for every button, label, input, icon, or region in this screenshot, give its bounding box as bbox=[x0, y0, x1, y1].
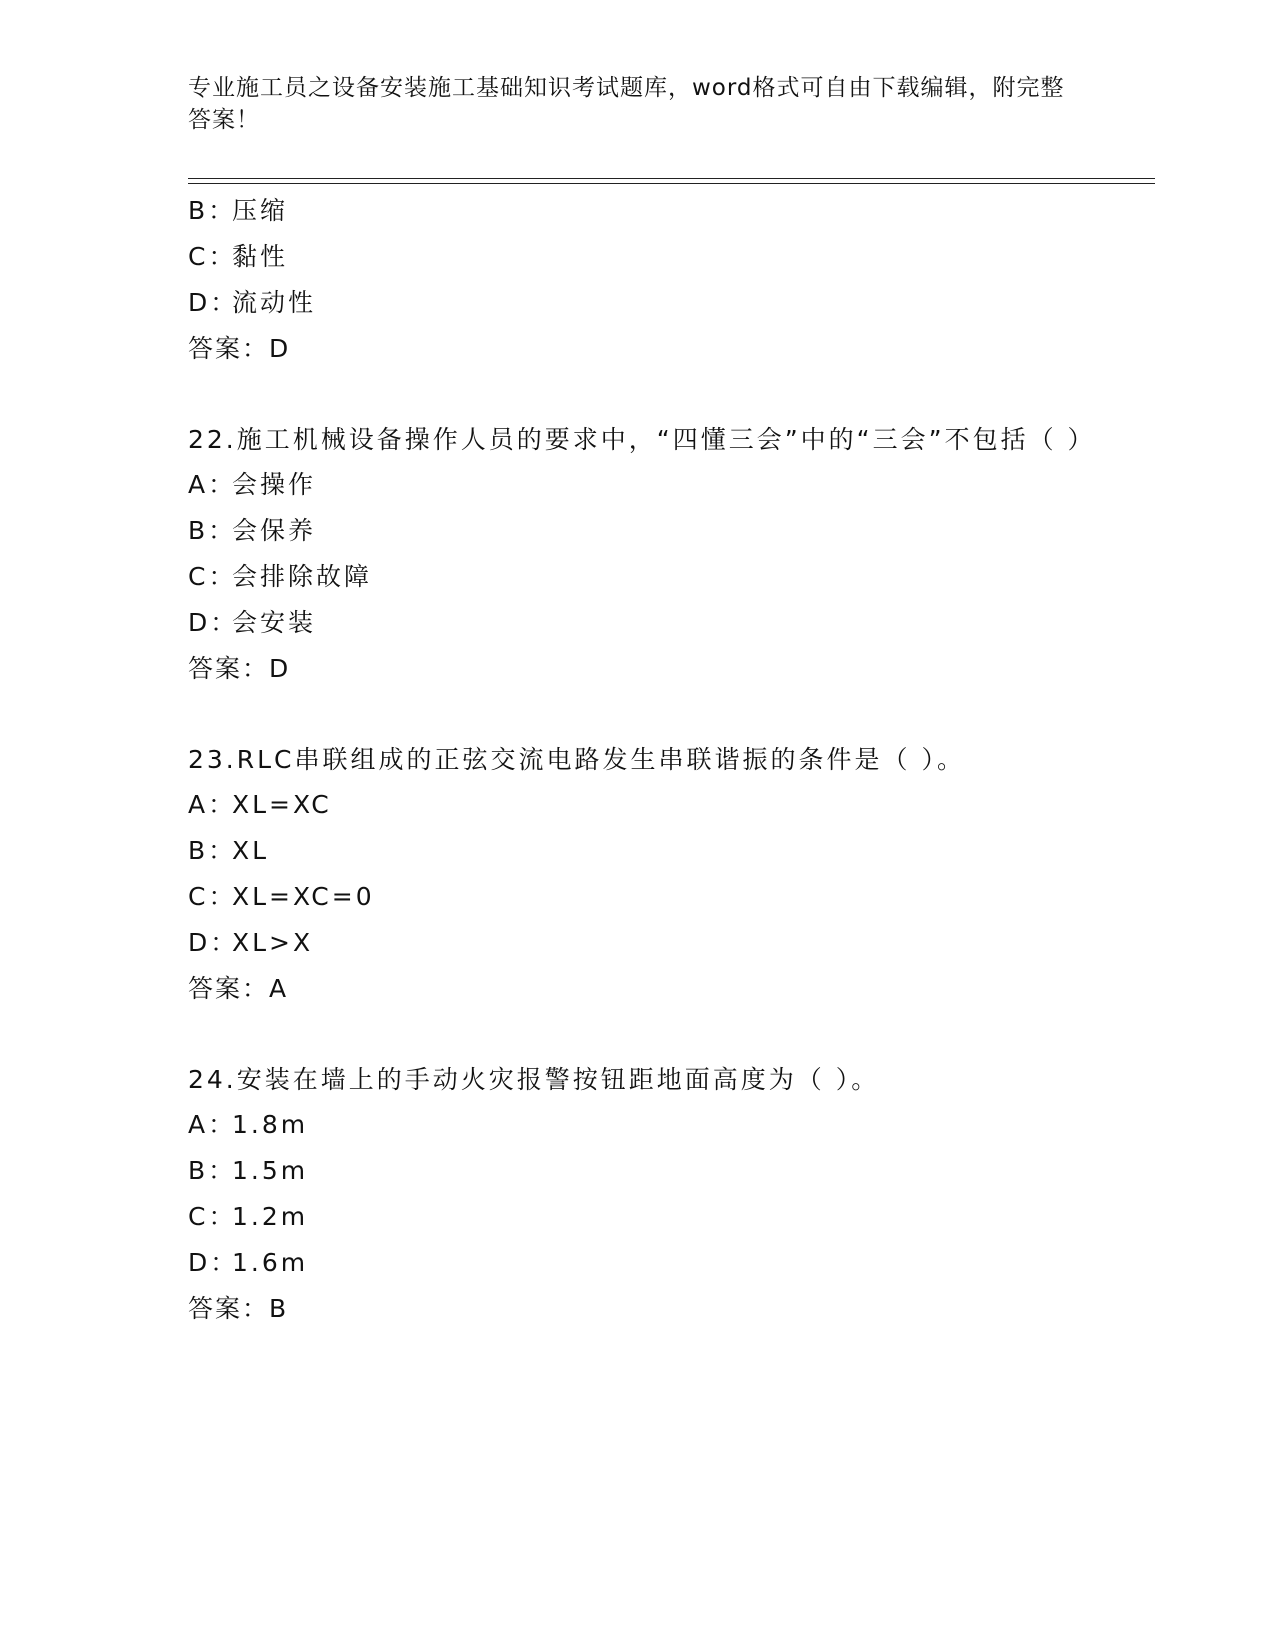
option-c: C：会排除故障 bbox=[188, 562, 373, 591]
question-stem: 23.RLC串联组成的正弦交流电路发生串联谐振的条件是（ ）。 bbox=[188, 745, 965, 774]
option-d: D：XL>X bbox=[188, 928, 314, 957]
option-d: D：会安装 bbox=[188, 608, 317, 637]
question-22 bbox=[188, 418, 1155, 692]
answer-line: 答案：D bbox=[188, 334, 291, 363]
header-rule-top bbox=[188, 178, 1155, 179]
partial-question bbox=[188, 188, 1155, 372]
option-b: B：XL bbox=[188, 836, 270, 865]
header-rule-bottom bbox=[188, 183, 1155, 184]
option-c: C：XL=XC=0 bbox=[188, 882, 375, 911]
answer-line: 答案：B bbox=[188, 1294, 289, 1323]
option-b: B：压缩 bbox=[188, 196, 289, 225]
option-c: C：1.2m bbox=[188, 1202, 309, 1231]
question-23 bbox=[188, 738, 1155, 1012]
document-header: 专业施工员之设备安装施工基础知识考试题库，word格式可自由下载编辑，附完整答案！ bbox=[188, 75, 1065, 133]
question-24 bbox=[188, 1058, 1155, 1332]
option-b: B：会保养 bbox=[188, 516, 317, 545]
question-stem: 24.安装在墙上的手动火灾报警按钮距地面高度为（ ）。 bbox=[188, 1065, 880, 1094]
option-a: A：1.8m bbox=[188, 1110, 309, 1139]
option-d: D：1.6m bbox=[188, 1248, 309, 1277]
option-d: D：流动性 bbox=[188, 288, 317, 317]
option-a: A：会操作 bbox=[188, 470, 317, 499]
answer-line: 答案：D bbox=[188, 654, 291, 683]
option-b: B：1.5m bbox=[188, 1156, 309, 1185]
option-a: A：XL=XC bbox=[188, 790, 332, 819]
answer-line: 答案：A bbox=[188, 974, 289, 1003]
question-stem: 22.施工机械设备操作人员的要求中，“四懂三会”中的“三会”不包括（ ） bbox=[188, 425, 1096, 454]
option-c: C：黏性 bbox=[188, 242, 289, 271]
question-list bbox=[188, 188, 1155, 1332]
